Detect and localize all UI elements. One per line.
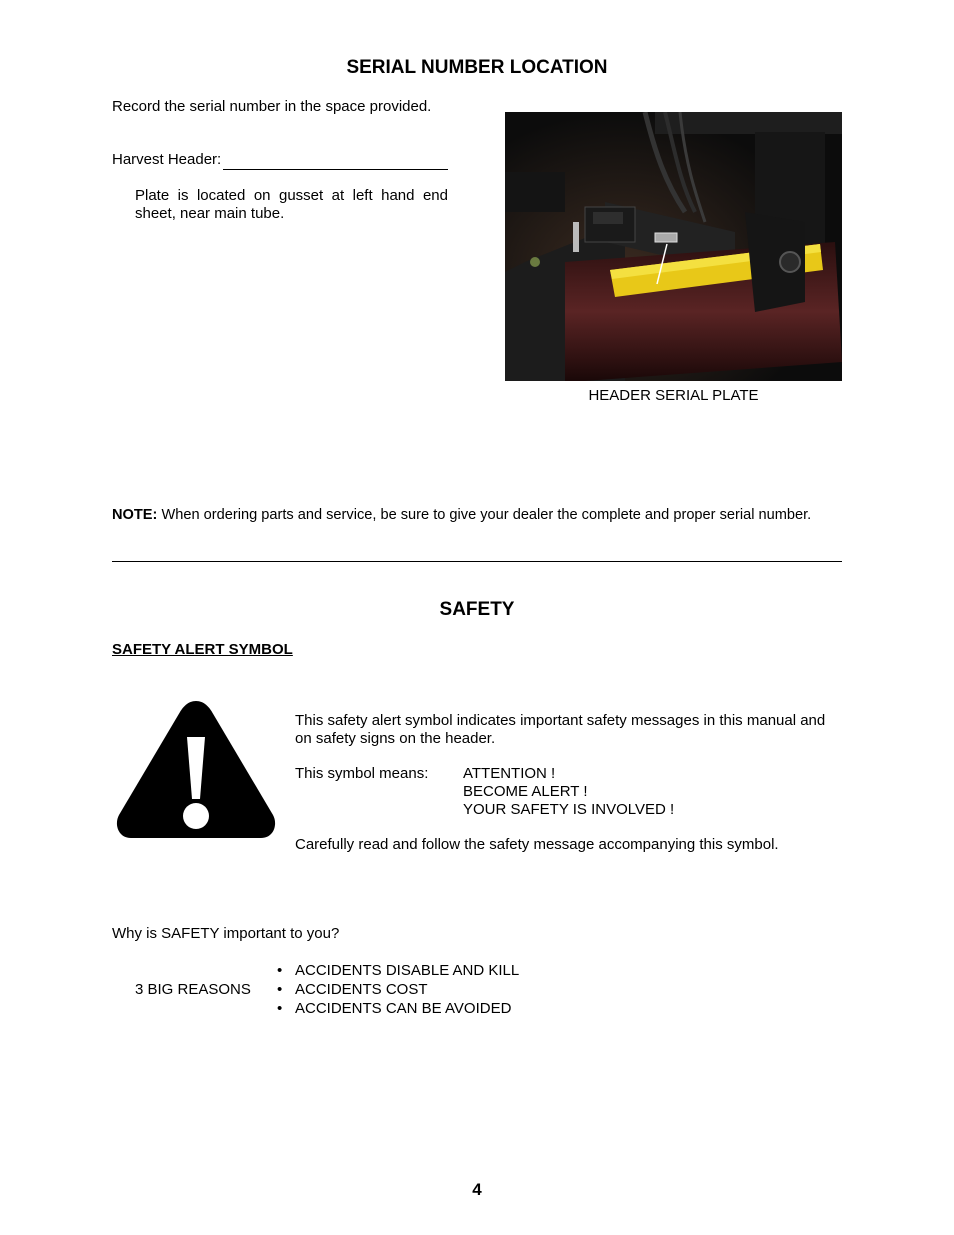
means-item: BECOME ALERT ! — [463, 783, 588, 800]
means-item: ATTENTION ! — [463, 765, 556, 782]
harvest-header-field — [112, 151, 448, 171]
symbol-means-list — [463, 765, 674, 819]
serial-intro-text: Record the serial number in the space provided. — [112, 98, 432, 115]
means-item: YOUR SAFETY IS INVOLVED ! — [463, 801, 675, 818]
warning-triangle-icon — [114, 697, 278, 841]
reasons-label: 3 BIG REASONS — [135, 981, 251, 998]
header-photo-illustration — [505, 112, 842, 381]
safety-alert-subtitle: SAFETY ALERT SYMBOL — [112, 641, 293, 658]
follow-message-text: Carefully read and follow the safety message accompanying this symbol. — [295, 836, 779, 853]
note-text: When ordering parts and service, be sure to give your dealer the complete and proper serial number. — [157, 507, 812, 523]
bullet: • — [277, 981, 283, 998]
note-label: NOTE: — [112, 507, 158, 523]
list-item — [277, 961, 520, 980]
why-safety-question: Why is SAFETY important to you? — [112, 925, 340, 942]
reason-text: ACCIDENTS DISABLE AND KILL — [295, 962, 520, 979]
page-number: 4 — [472, 1180, 482, 1199]
reason-text: ACCIDENTS COST — [295, 981, 428, 998]
header-serial-plate-photo — [505, 112, 842, 381]
bullet: • — [277, 1000, 283, 1017]
safety-symbol-description: This safety alert symbol indicates important safety messages in this manual and on safety signs on the header. — [295, 712, 826, 747]
symbol-means-label: This symbol means: — [295, 765, 429, 782]
bullet: • — [277, 962, 283, 979]
safety-section-title: SAFETY — [439, 599, 515, 620]
plate-location-text: Plate is located on gusset at left hand end sheet, near main tube. — [135, 187, 448, 222]
photo-caption: HEADER SERIAL PLATE — [588, 387, 759, 404]
serial-section-title: SERIAL NUMBER LOCATION — [346, 57, 608, 78]
serial-number-blank-line — [223, 151, 448, 170]
list-item — [277, 999, 519, 1018]
reason-text: ACCIDENTS CAN BE AVOIDED — [295, 1000, 512, 1017]
harvest-header-label: Harvest Header: — [112, 151, 222, 168]
reasons-list — [277, 961, 520, 1018]
list-item — [277, 980, 519, 999]
note-paragraph — [112, 507, 852, 523]
section-divider — [112, 561, 842, 562]
